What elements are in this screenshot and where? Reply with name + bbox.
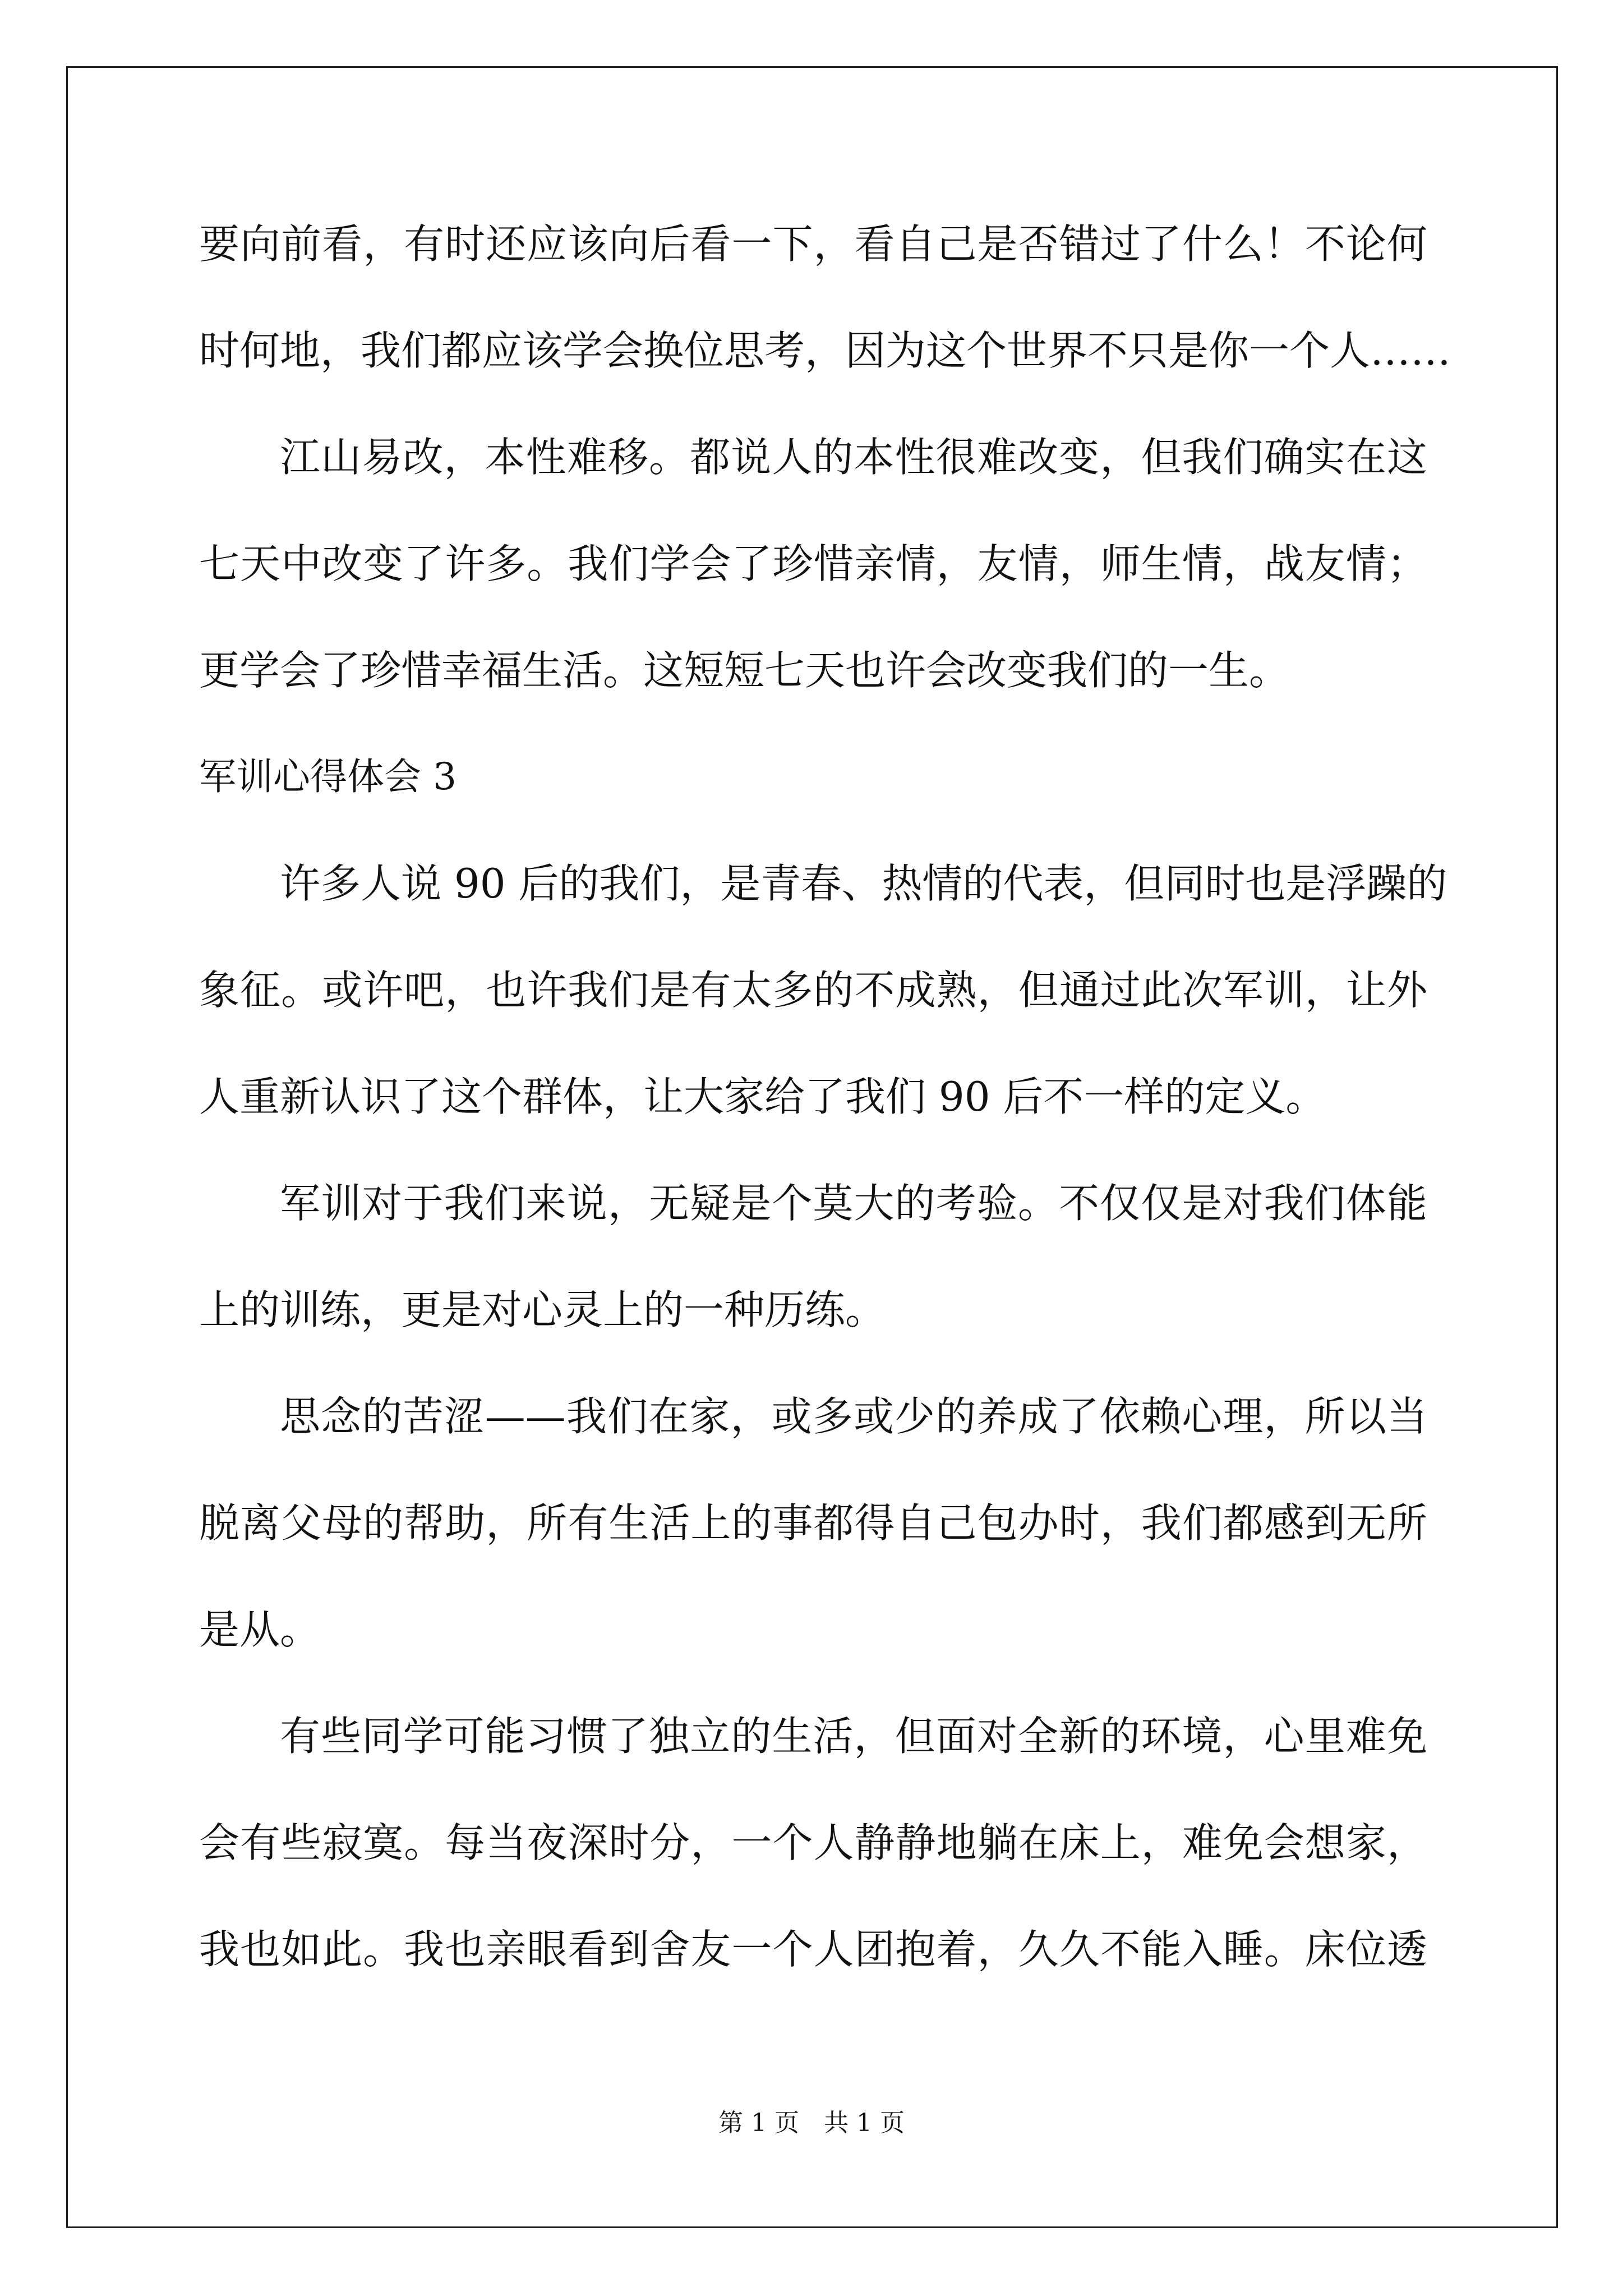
page-border [66, 66, 1558, 2228]
text-line: 要向前看，有时还应该向后看一下，看自己是否错过了什么！不论何 [199, 220, 1427, 268]
section-heading: 军训心得体会 3 [199, 755, 457, 798]
text-line: 上的训练，更是对心灵上的一种历练。 [199, 1286, 886, 1333]
text-line: 是从。 [199, 1606, 321, 1653]
text-line: 更学会了珍惜幸福生活。这短短七天也许会改变我们的一生。 [199, 647, 1290, 694]
text-line: 军训对于我们来说，无疑是个莫大的考验。不仅仅是对我们体能 [280, 1180, 1427, 1227]
text-line: 象征。或许吧，也许我们是有太多的不成熟，但通过此次军训，让外 [199, 967, 1427, 1014]
text-line: 时何地，我们都应该学会换位思考，因为这个世界不只是你一个人…… [199, 327, 1451, 374]
text-line: 我也如此。我也亲眼看到舍友一个人团抱着，久久不能入睡。床位透 [199, 1926, 1427, 1973]
page-footer: 第 1 页 共 1 页 [718, 2109, 905, 2137]
text-line: 许多人说 90 后的我们，是青春、热情的代表，但同时也是浮躁的 [280, 860, 1447, 907]
text-line: 思念的苦涩——我们在家，或多或少的养成了依赖心理，所以当 [280, 1393, 1427, 1440]
text-line: 有些同学可能习惯了独立的生活，但面对全新的环境，心里难免 [280, 1713, 1427, 1760]
text-line: 七天中改变了许多。我们学会了珍惜亲情，友情，师生情，战友情； [199, 540, 1427, 587]
text-line: 脱离父母的帮助，所有生活上的事都得自己包办时，我们都感到无所 [199, 1499, 1427, 1547]
text-line: 江山易改，本性难移。都说人的本性很难改变，但我们确实在这 [280, 434, 1427, 481]
text-line: 人重新认识了这个群体，让大家给了我们 90 后不一样的定义。 [199, 1073, 1326, 1120]
text-line: 会有些寂寞。每当夜深时分，一个人静静地躺在床上，难免会想家， [199, 1819, 1427, 1866]
